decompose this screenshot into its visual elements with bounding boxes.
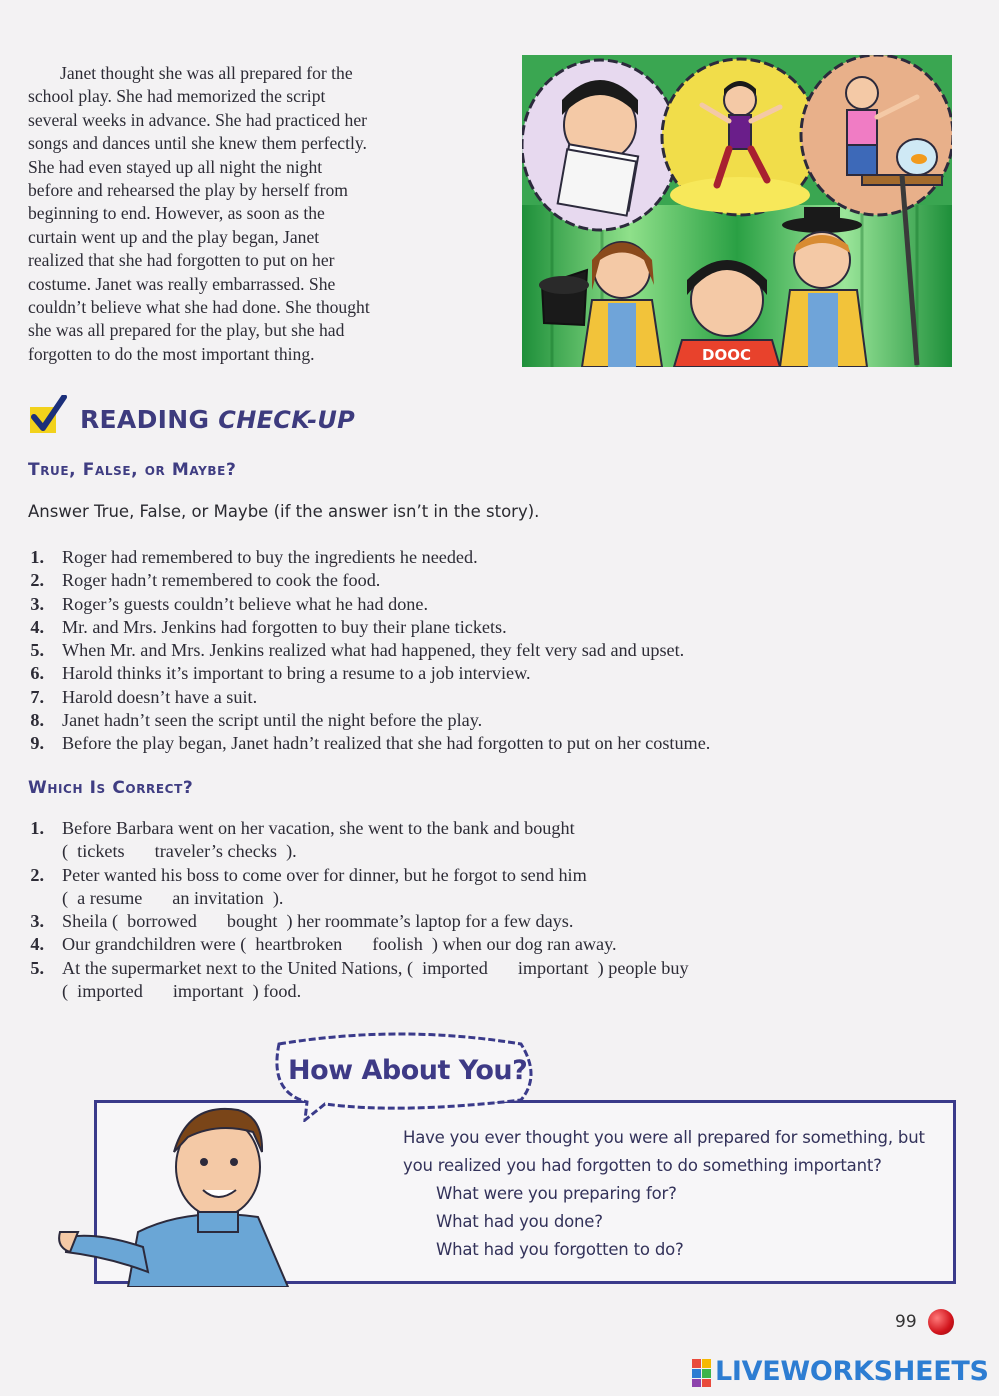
list-item: 7. Harold doesn’t have a suit. <box>30 686 258 707</box>
choice-option[interactable]: a resume <box>77 887 143 908</box>
heading-main: READING <box>80 405 210 434</box>
list-item: 3. Roger’s guests couldn’t believe what he had done. <box>30 593 429 614</box>
how-about-you-title: How About You? <box>288 1055 528 1086</box>
checkmark-icon <box>28 395 70 437</box>
shirt-text: DOOC <box>702 346 751 364</box>
story-line: forgotten to do the most important thing. <box>28 343 315 364</box>
sub-question: What had you done? <box>436 1212 603 1231</box>
page-number: 99 <box>895 1312 917 1332</box>
choice-option[interactable]: an invitation <box>172 887 264 908</box>
choice-option[interactable]: heartbroken <box>255 934 343 955</box>
story-line: Janet thought she was all prepared for the <box>60 63 353 83</box>
question-line-1: Have you ever thought you were all prepared for something, but <box>403 1128 925 1147</box>
choice-option[interactable]: bought <box>226 911 278 932</box>
tfm-instructions: Answer True, False, or Maybe (if the answer isn’t in the story). <box>28 502 540 521</box>
list-item: 8. Janet hadn’t seen the script until the night before the play. <box>30 710 483 731</box>
teacher-illustration <box>58 1082 308 1287</box>
choice-option[interactable]: foolish <box>372 934 423 955</box>
wic-list <box>24 817 964 1003</box>
thought-cloud-script <box>522 60 678 230</box>
choice-option[interactable]: imported <box>422 957 488 978</box>
thought-cloud-dance <box>662 59 818 215</box>
story-line: beginning to end. However, as soon as the <box>28 203 325 224</box>
story-line: she was all prepared for the play, but she had <box>28 320 345 341</box>
list-item: 4. Mr. and Mrs. Jenkins had forgotten to buy their plane tickets. <box>30 616 507 637</box>
list-item: 3. Sheila ( borrowed bought ) her roommate’s laptop for a few days. <box>24 910 964 933</box>
liveworksheets-watermark: LIVEWORKSHEETS <box>715 1356 989 1387</box>
story-line: before and rehearsed the play by herself from <box>28 180 348 201</box>
heading-italic: CHECK-UP <box>218 406 356 434</box>
choice-option[interactable]: important <box>517 957 589 978</box>
list-item: 5. When Mr. and Mrs. Jenkins realized what had happened, they felt very sad and upset. <box>30 640 685 661</box>
story-line: couldn’t believe what she had done. She thought <box>28 297 370 318</box>
tfm-title: True, False, or Maybe? <box>28 460 237 480</box>
liveworksheets-logo-icon <box>692 1359 712 1387</box>
reading-checkup-heading <box>80 405 355 434</box>
list-item: 2. Roger hadn’t remembered to cook the food. <box>30 570 381 591</box>
question-line-2: you realized you had forgotten to do something important? <box>403 1156 882 1175</box>
story-line: songs and dances until she knew them perfectly. <box>28 133 367 154</box>
choice-option[interactable]: borrowed <box>127 911 197 932</box>
thought-cloud-magic <box>801 55 952 215</box>
sub-question: What were you preparing for? <box>436 1184 677 1203</box>
story-line: She had even stayed up all night the night <box>28 156 323 177</box>
tfm-list <box>24 546 964 756</box>
wic-title: Which Is Correct? <box>28 778 194 798</box>
story-paragraph <box>28 62 498 366</box>
list-item: 6. Harold thinks it’s important to bring a resume to a job interview. <box>30 663 531 684</box>
choice-option[interactable]: tickets <box>77 841 125 862</box>
red-dot-icon <box>928 1309 954 1335</box>
list-item: 4. Our grandchildren were ( heartbroken foolish ) when our dog ran away. <box>24 933 964 956</box>
choice-option[interactable]: important <box>172 981 244 1002</box>
list-item: 5. At the supermarket next to the United Nations, ( imported important ) people buy ( imported important ) food. <box>24 957 964 1004</box>
list-item: 2. Peter wanted his boss to come over for dinner, but he forgot to send him ( a resume an invitation ). <box>24 864 964 911</box>
story-line: costume. Janet was really embarrassed. She <box>28 273 336 294</box>
story-line: curtain went up and the play began, Janet <box>28 226 320 247</box>
choice-option[interactable]: traveler’s checks <box>154 841 278 862</box>
list-item: 1. Roger had remembered to buy the ingredients he needed. <box>30 547 478 567</box>
sub-question: What had you forgotten to do? <box>436 1240 684 1259</box>
choice-option[interactable]: imported <box>77 981 143 1002</box>
story-line: school play. She had memorized the script <box>28 86 326 107</box>
story-line: realized that she had forgotten to put on her <box>28 250 335 271</box>
story-line: several weeks in advance. She had practiced her <box>28 109 368 130</box>
list-item: 9. Before the play began, Janet hadn’t realized that she had forgotten to put on her costume. <box>30 733 711 754</box>
story-illustration <box>522 55 952 367</box>
list-item: 1. Before Barbara went on her vacation, she went to the bank and bought ( tickets traveler’s checks ). <box>24 817 964 864</box>
